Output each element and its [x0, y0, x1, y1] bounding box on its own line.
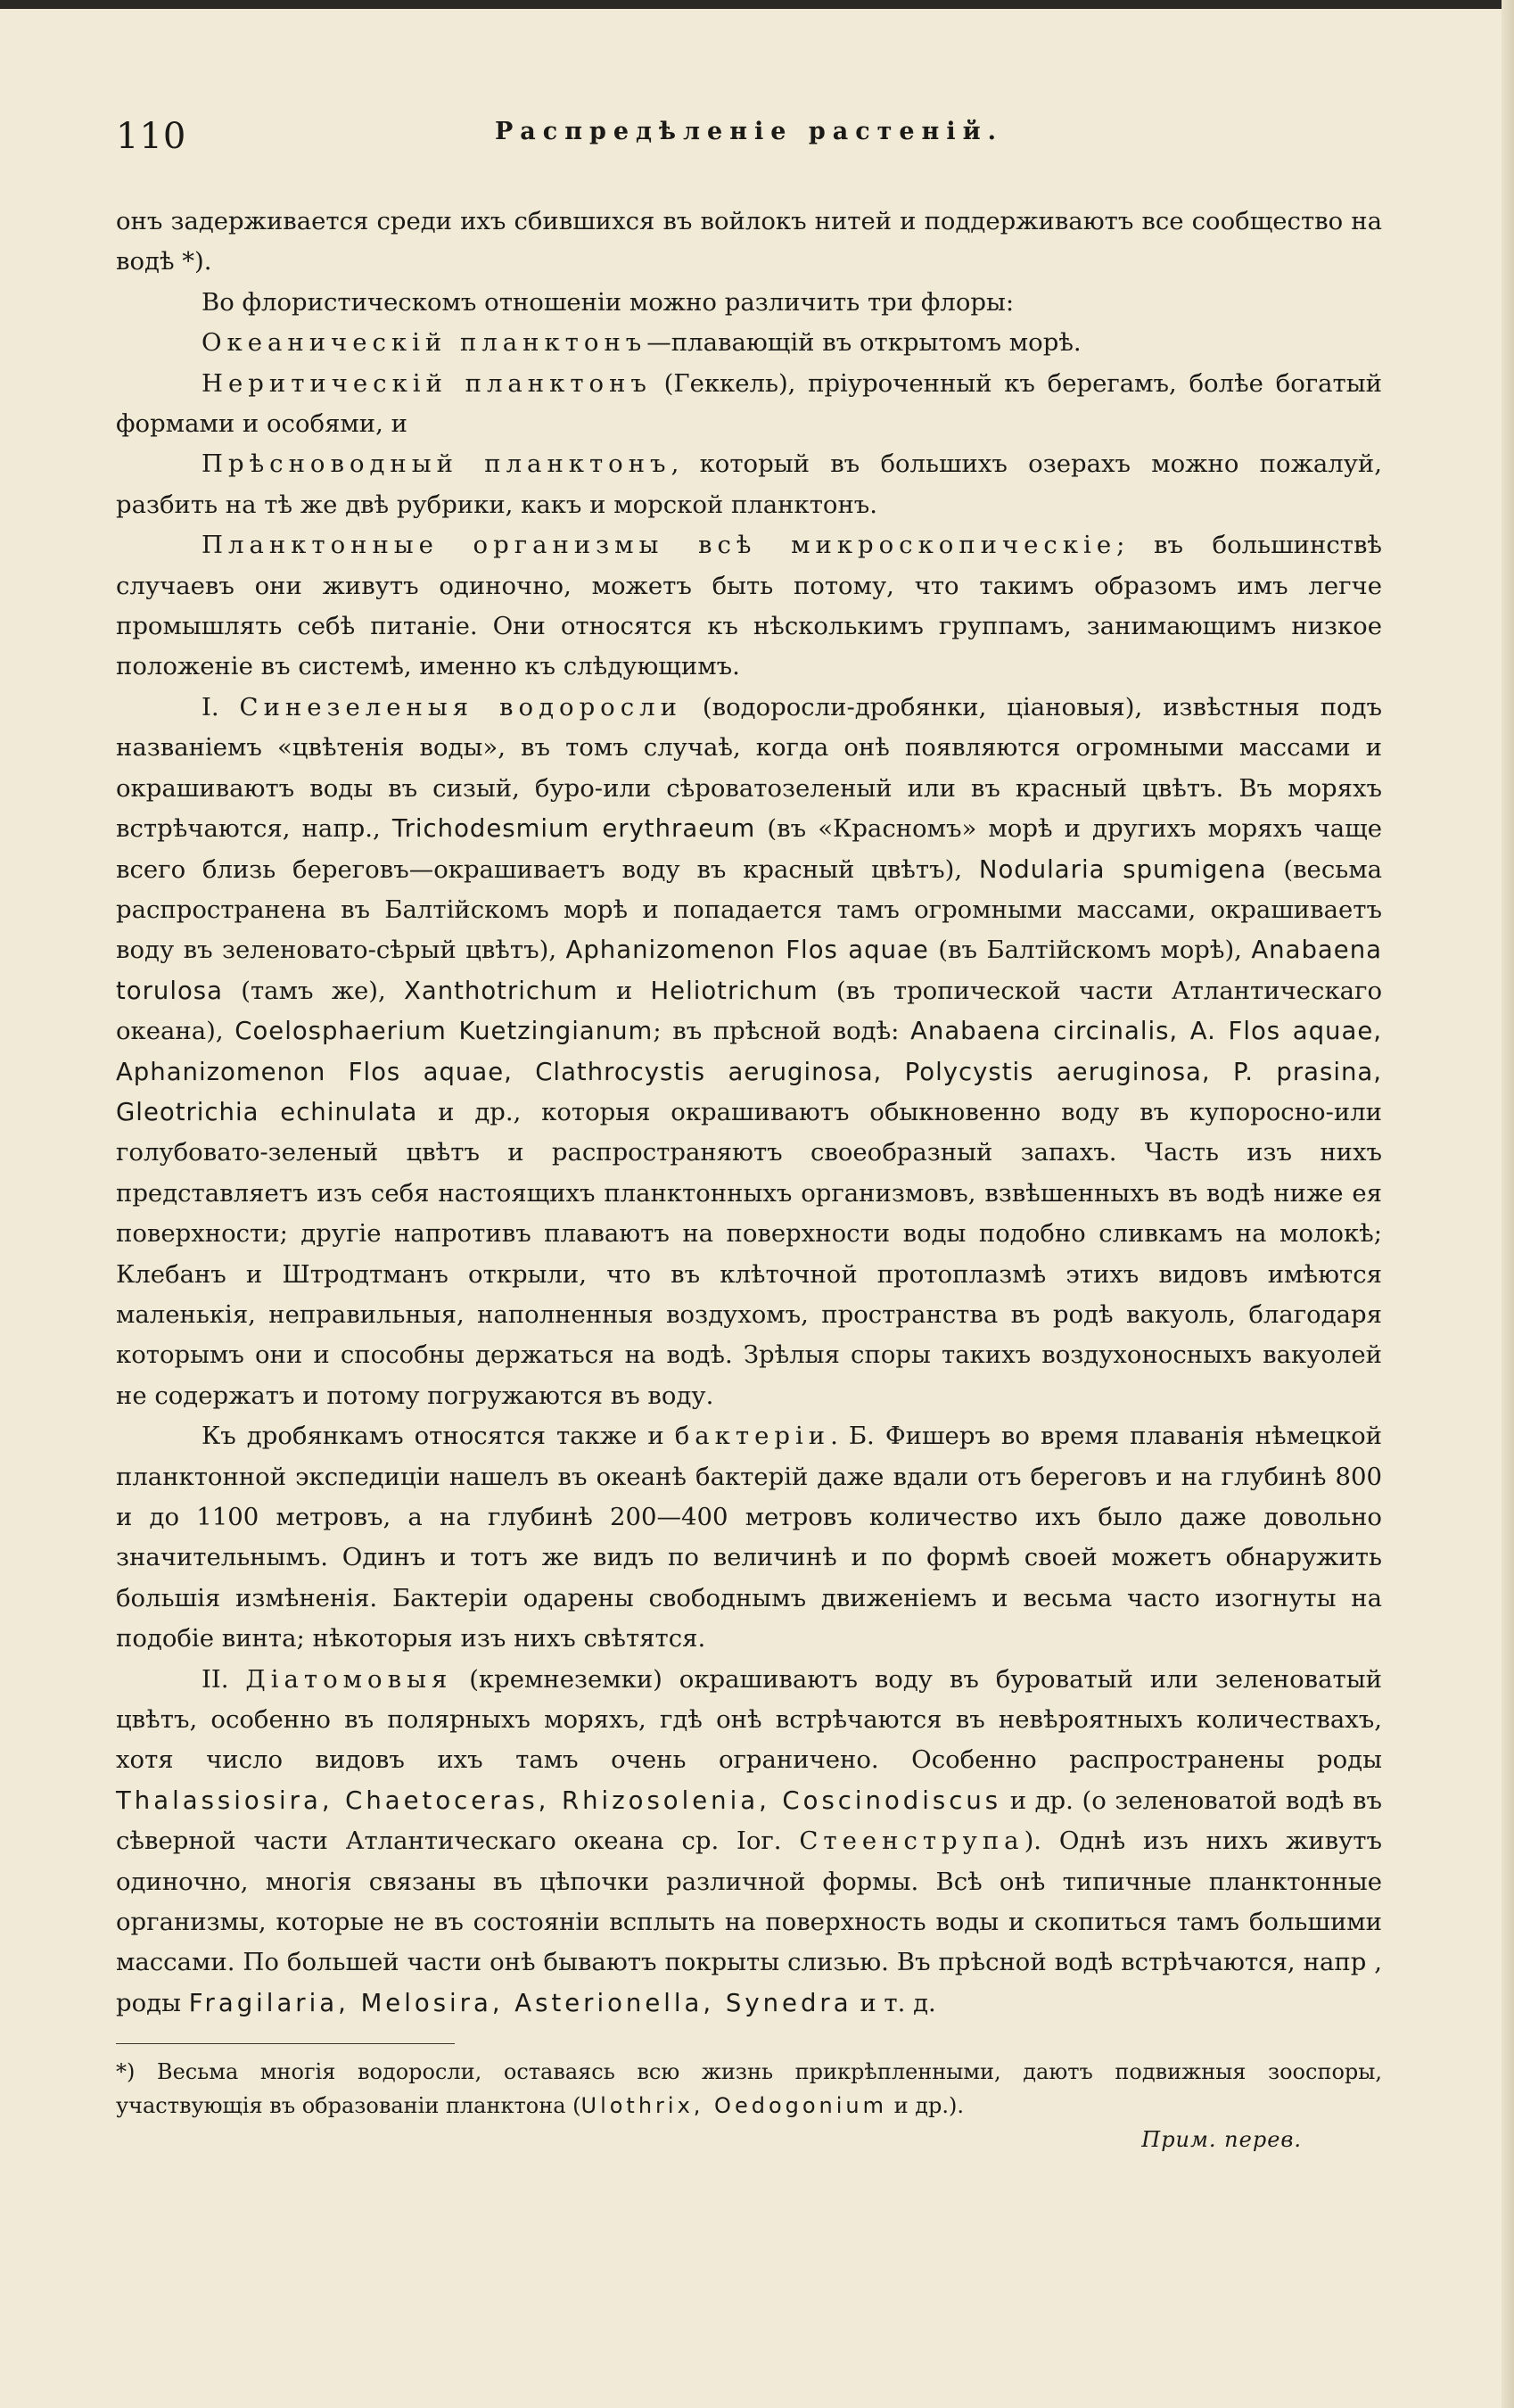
- paragraph-p8: [116, 1416, 1382, 1659]
- text-spaced: Планктонные организмы всѣ микроскопическіе: [202, 531, 1117, 560]
- paragraph-p3: [116, 323, 1382, 363]
- text-run: и: [597, 976, 651, 1005]
- text-latin: Anabaena circinalis, A. Flos aquae, Aphanizomenon Flos aquae, Clathrocystis aeruginosa, Polycystis aeruginosa, P. prasina, Gleotrichia echinulata: [116, 1017, 1382, 1126]
- text-run: (въ тропической части Атлантическаго океана),: [116, 976, 1383, 1046]
- page-header: [116, 107, 1382, 169]
- paragraph-p7: [116, 688, 1382, 1416]
- page-right-edge: [1502, 0, 1514, 2408]
- text-run: (въ «Красномъ» морѣ и другихъ моряхъ чаще всего близь береговъ—окрашиваетъ воду въ красный цвѣтъ),: [116, 814, 1382, 884]
- text-spaced: Синезеленыя водоросли: [239, 692, 682, 722]
- text-spaced: Прѣсноводный планктонъ: [202, 449, 671, 479]
- text-run: и т. д.: [852, 1988, 936, 2017]
- text-run: . Б. Фишеръ во время плаванія нѣмецкой планктонной экспедиціи нашелъ въ океанѣ бактерій даже вдали отъ береговъ и на глубинѣ 800 и до 1100 метровъ, а на глубинѣ 200—400 метровъ количество ихъ было даже довольно значительнымъ. Одинъ и тотъ же видъ по величинѣ и по формѣ своей можетъ обнаружить большія измѣненія. Бактеріи одарены свободнымъ движеніемъ и весьма часто изогнуты на подобіе винта; нѣкоторыя изъ нихъ свѣтятся.: [116, 1422, 1382, 1653]
- text-run: , который въ большихъ озерахъ можно пожалуй, разбить на тѣ же двѣ рубрики, какъ и морской планктонъ.: [116, 449, 1382, 519]
- text-latin: Trichodesmium erythraeum: [391, 814, 756, 844]
- text-latin-spaced: Fragilaria, Melosira, Asterionella, Synedra: [188, 1988, 852, 2017]
- paragraph-p9: [116, 1660, 1382, 2025]
- text-run: *) Весьма многія водоросли, оставаясь всю жизнь прикрѣпленными, даютъ подвижныя зооспоры, участвующія въ образованіи планктона (: [116, 2059, 1382, 2119]
- text-run: II.: [202, 1664, 246, 1694]
- text-run: Къ дробянкамъ относятся также и: [202, 1422, 675, 1451]
- text-run: (въ Балтійскомъ морѣ),: [928, 936, 1252, 965]
- text-latin: Aphanizomenon Flos aquae: [565, 936, 929, 965]
- text-run: (кремнеземки) окрашиваютъ воду въ буроватый или зеленоватый цвѣтъ, особенно въ полярныхъ моряхъ, гдѣ онѣ встрѣчаются въ невѣроятныхъ количествахъ, хотя число видовъ ихъ тамъ очень ограничено. Особенно распространены роды: [116, 1664, 1382, 1775]
- paragraph-p1: [116, 202, 1382, 283]
- text-run: (тамъ же),: [223, 976, 404, 1005]
- text-run: ). Однѣ изъ нихъ живутъ одиночно, многія связаны въ цѣпочки различной формы. Всѣ онѣ типичные планктонные организмы, которые не въ состояніи всплыть на поверхность воды и скопиться тамъ большими массами. По большей части онѣ бываютъ покрыты слизью. Въ прѣсной водѣ встрѣчаются, напр , роды: [116, 1827, 1382, 2017]
- footnote-text: [116, 2055, 1382, 2123]
- text-run: онъ задерживается среди ихъ сбившихся въ войлокъ нитей и поддерживаютъ все сообщество на водѣ *).: [116, 207, 1382, 276]
- text-latin: Nodularia spumigena: [978, 854, 1267, 884]
- page-content: [116, 107, 1382, 2156]
- body-text: [116, 202, 1382, 2024]
- text-latin-spaced: Thalassiosira, Chaetoceras, Rhizosolenia, Coscinodiscus: [116, 1785, 1002, 1815]
- text-run: ; въ прѣсной водѣ:: [653, 1017, 911, 1046]
- page-number: 110: [116, 116, 187, 157]
- page-top-edge: [0, 0, 1514, 9]
- footnote: [116, 2055, 1382, 2156]
- paragraph-p4: [116, 364, 1382, 445]
- text-latin-spaced: Ulothrix, Oedogonium: [580, 2093, 888, 2119]
- paragraph-p5: [116, 444, 1382, 525]
- text-run: (весьма распространена въ Балтійскомъ морѣ и попадается тамъ огромными массами, окрашиваетъ воду въ зеленовато-сѣрый цвѣтъ),: [116, 854, 1382, 965]
- text-spaced: Неритическій планктонъ: [202, 368, 652, 398]
- text-latin: Heliotrichum: [650, 976, 819, 1005]
- text-spaced: Океаническій планктонъ: [202, 328, 647, 358]
- text-run: (водоросли-дробянки, ціановыя), извѣстныя подъ названіемъ «цвѣтенія воды», въ томъ случаѣ, когда онѣ появляются огромными массами и окрашиваютъ воды въ сизый, буро-или сѣроватозеленый или въ красный цвѣтъ. Въ моряхъ встрѣчаются, напр.,: [116, 692, 1383, 844]
- text-run: и др., которыя окрашиваютъ обыкновенно воду въ купоросно-или голубовато-зеленый цвѣтъ и распространяютъ своеобразный запахъ. Часть изъ нихъ представляетъ изъ себя настоящихъ планктонныхъ организмовъ, взвѣшенныхъ въ водѣ ниже ея поверхности; другіе напротивъ плаваютъ на поверхности воды подобно сливкамъ на молокѣ; Клебанъ и Штродтманъ открыли, что въ клѣточной протоплазмѣ этихъ видовъ имѣются маленькія, неправильныя, наполненныя воздухомъ, пространства въ родѣ вакуоль, благодаря которымъ они и способны держаться на водѣ. Зрѣлыя споры такихъ воздухоносныхъ вакуолей не содержатъ и потому погружаются въ воду.: [116, 1097, 1382, 1410]
- text-latin: Xanthotrichum: [404, 976, 598, 1005]
- text-latin: Coelosphaerium Kuetzingianum: [235, 1017, 654, 1046]
- translator-note: Прим. перев.: [1141, 2127, 1302, 2153]
- paragraph-p2: [116, 283, 1382, 323]
- text-spaced: бактеріи: [674, 1422, 831, 1451]
- text-spaced: Діатомовыя: [245, 1664, 453, 1694]
- paragraph-p6: [116, 525, 1382, 688]
- text-run: Во флористическомъ отношеніи можно различить три флоры:: [202, 287, 1015, 317]
- footnote-rule: [116, 2043, 455, 2044]
- text-run: и др.).: [887, 2093, 965, 2119]
- text-run: —плавающій въ открытомъ морѣ.: [646, 328, 1082, 358]
- text-run: и др. (о зеленоватой водѣ въ сѣверной части Атлантическаго океана ср. Іог.: [116, 1785, 1382, 1856]
- text-spaced: Стеенструпа: [799, 1827, 1024, 1856]
- running-title: Распредѣленіе растеній.: [494, 118, 1003, 145]
- text-latin: Anabaena torulosa: [116, 936, 1382, 1005]
- text-run: I.: [202, 692, 240, 722]
- text-run: (Геккель), пріуроченный къ берегамъ, болѣе богатый формами и особями, и: [116, 368, 1382, 439]
- text-run: ; въ большинствѣ случаевъ они живутъ одиночно, можетъ быть потому, что такимъ образомъ имъ легче промышлять себѣ питаніе. Они относятся къ нѣсколькимъ группамъ, занимающимъ низкое положеніе въ системѣ, именно къ слѣдующимъ.: [116, 531, 1383, 681]
